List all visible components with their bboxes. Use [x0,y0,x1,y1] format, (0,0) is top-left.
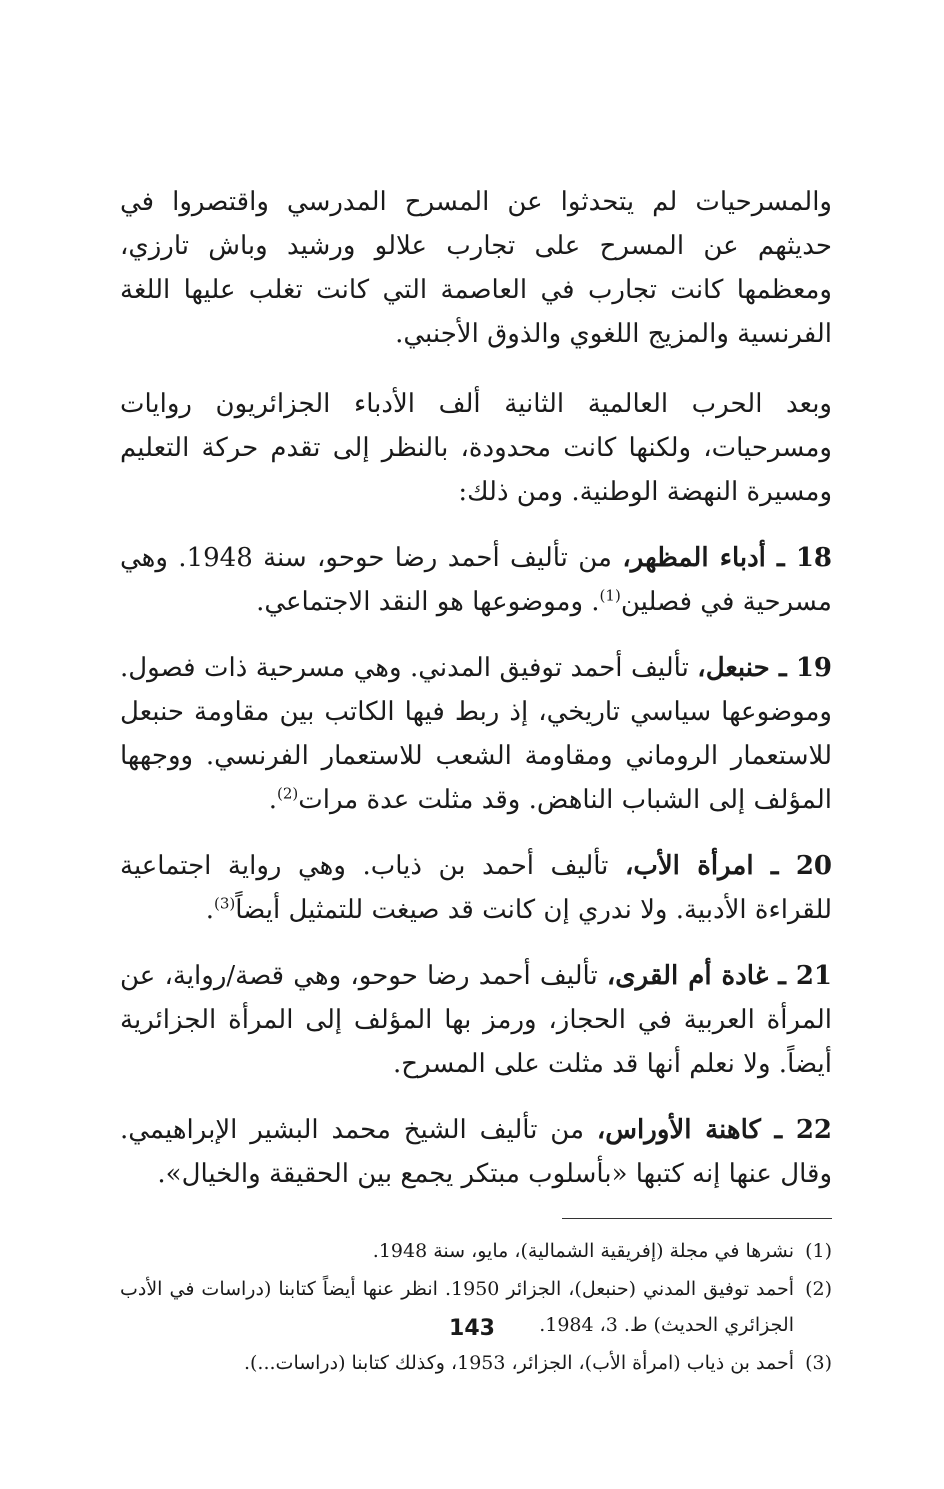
list-item-21 [120,954,832,1086]
footnote-number: (2) [805,1278,832,1300]
item-text: تأليف أحمد توفيق المدني. وهي مسرحية ذات فصول. وموضوعها سياسي تاريخي، إذ ربط فيها الكاتب بين مقاومة حنبعل للاستعمار الروماني ومقاومة الشعب للاستعمار الفرنسي. ووجهها المؤلف إلى الشباب الناهض. وقد مثلت عدة مرات [120,653,832,815]
footnote-text: نشرها في مجلة (إفريقية الشمالية)، مايو، سنة 1948. [372,1240,794,1262]
list-item-19 [120,646,832,822]
item-text: تأليف أحمد بن ذياب. وهي رواية اجتماعية للقراءة الأدبية. ولا ندري إن كانت قد صيغت للتمثيل أيضاً [120,851,832,925]
item-text: . [205,895,214,925]
item-text: من تأليف أحمد رضا حوحو، سنة 1948. وهي مسرحية في فصلين [120,543,832,617]
footnote-number: (3) [805,1352,832,1374]
list-item-20 [120,844,832,932]
footnote-3 [120,1345,832,1381]
item-title: 22 ـ كاهنة الأوراس، [596,1115,832,1145]
item-text: تأليف أحمد رضا حوحو، وهي قصة/رواية، عن المرأة العربية في الحجاز، ورمز بها المؤلف إلى المرأة الجزائرية أيضاً. ولا نعلم أنها قد مثلت على المسرح. [120,961,832,1079]
footnote-text: أحمد بن ذياب (امرأة الأب)، الجزائر، 1953، وكذلك كتابنا (دراسات...). [243,1352,794,1374]
page-number: 143 [449,1316,495,1341]
footnote-ref: (3) [213,894,236,913]
item-text: . وموضوعها هو النقد الاجتماعي. [256,587,600,617]
list-item-22 [120,1108,832,1196]
paragraph-postwar: وبعد الحرب العالمية الثانية ألف الأدباء الجزائريون روايات ومسرحيات، ولكنها كانت محدودة، بالنظر إلى تقدم حركة التعليم ومسيرة النهضة الوطنية. ومن ذلك: [120,389,832,507]
paragraph-intro: والمسرحيات لم يتحدثوا عن المسرح المدرسي واقتصروا في حديثهم عن المسرح على تجارب علالو ورشيد وباش تارزي، ومعظمها كانت تجارب في العاصمة التي كانت تغلب عليها اللغة الفرنسية والمزيج اللغوي والذوق الأجنبي. [120,187,832,349]
page-body [120,180,832,1383]
footnote-ref: (2) [276,784,299,803]
footnote-number: (1) [805,1240,832,1262]
footnote-divider [562,1218,832,1219]
item-title: 20 ـ امرأة الأب، [624,851,832,881]
list-item-18 [120,536,832,624]
footnotes [120,1233,832,1381]
footnote-text: أحمد توفيق المدني (حنبعل)، الجزائر 1950. انظر عنها أيضاً كتابنا (دراسات في الأدب الجزائري الحديث) ط. 3، 1984. [120,1278,795,1336]
footnote-1 [120,1233,832,1269]
item-title: 21 ـ غادة أم القرى، [606,961,832,991]
footnote-ref: (1) [599,586,621,605]
item-title: 19 ـ حنبعل، [697,653,833,683]
item-text: . [268,785,277,815]
item-title: 18 ـ أدباء المظهر، [622,543,833,573]
item-text: من تأليف الشيخ محمد البشير الإبراهيمي. وقال عنها إنه كتبها «بأسلوب مبتكر يجمع بين الحقيقة والخيال». [120,1115,832,1189]
